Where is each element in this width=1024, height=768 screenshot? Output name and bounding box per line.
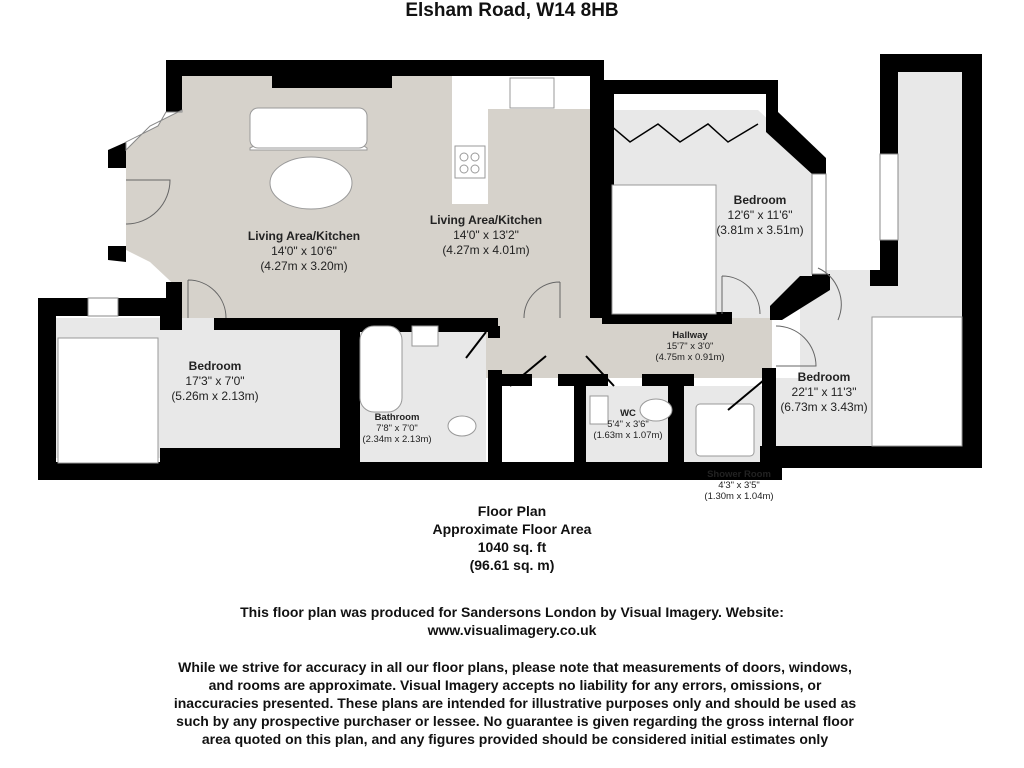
sofa-base <box>250 108 367 148</box>
bath <box>360 326 402 412</box>
room-name: WC <box>620 408 636 419</box>
room-dim-imperial: 4'3" x 3'5" <box>718 480 760 491</box>
bathroom-basin <box>412 326 438 346</box>
room-dim-metric: (6.73m x 3.43m) <box>780 400 868 414</box>
disclaimer: While we strive for accuracy in all our floor plans, please note that measurements of doors, windows, and rooms are approximate. Visual Imagery accepts no liability for any errors, omissions, or inaccuracies presented. These plans are intended for illustrative purposes only and should be used as such by any prospective purchaser or lessee. No guarantee is given regarding the gross internal floor area quoted on this plan, and any figures provided should be considered initial estimates only <box>173 659 857 747</box>
room-label-bathroom <box>355 412 439 445</box>
store-cupboard <box>506 386 574 462</box>
dining-table <box>270 157 352 209</box>
room-dim-metric: (1.63m x 1.07m) <box>593 430 663 441</box>
room-name: Shower Room <box>707 469 771 480</box>
room-dim-imperial: 7'8" x 7'0" <box>376 423 418 434</box>
credit-text: This floor plan was produced for Sandersons London by Visual Imagery. Website: <box>240 604 784 620</box>
room-dim-imperial: 5'4" x 3'6" <box>607 419 649 430</box>
room-name: Bathroom <box>374 412 420 423</box>
room-label-bedroom-1 <box>698 193 822 238</box>
room-name: Living Area/Kitchen <box>429 213 543 227</box>
shower-tray <box>696 404 754 456</box>
room-name: Hallway <box>672 330 708 341</box>
room-name: Bedroom <box>188 359 242 373</box>
room-dim-imperial: 12'6" x 11'6" <box>727 208 793 222</box>
room-dim-metric: (4.27m x 4.01m) <box>442 243 530 257</box>
room-label-wc <box>588 408 668 441</box>
bathroom-toilet <box>448 416 476 436</box>
website-link[interactable]: www.visualimagery.co.uk <box>427 622 597 638</box>
hob <box>455 146 485 178</box>
room-dim-imperial: 14'0" x 10'6" <box>271 244 337 258</box>
page-title: Elsham Road, W14 8HB <box>405 0 619 21</box>
room-name: Living Area/Kitchen <box>247 229 361 243</box>
room-label-bedroom-2 <box>160 359 270 404</box>
room-dim-imperial: 22'1" x 11'3" <box>791 385 857 399</box>
room-label-hallway <box>648 330 732 363</box>
room-dim-metric: (5.26m x 2.13m) <box>171 389 259 403</box>
kitchen-island <box>452 76 488 204</box>
summary-heading: Floor Plan <box>477 503 547 519</box>
summary-sqft: 1040 sq. ft <box>477 539 547 555</box>
room-label-living-area-1 <box>224 229 384 274</box>
summary-label: Approximate Floor Area <box>432 521 592 537</box>
floor-area-summary <box>0 502 1024 574</box>
room-name: Bedroom <box>797 370 851 384</box>
room-dim-metric: (3.81m x 3.51m) <box>716 223 804 237</box>
room-dim-imperial: 17'3" x 7'0" <box>185 374 245 388</box>
sink <box>510 78 554 108</box>
room-label-shower-room <box>694 469 784 502</box>
bed-2 <box>58 338 158 463</box>
room-label-living-area-2 <box>406 213 566 258</box>
room-dim-imperial: 15'7" x 3'0" <box>666 341 714 352</box>
bed-3 <box>872 317 962 446</box>
room-dim-metric: (1.30m x 1.04m) <box>704 491 774 502</box>
room-dim-metric: (2.34m x 2.13m) <box>362 434 432 445</box>
room-dim-metric: (4.27m x 3.20m) <box>260 259 348 273</box>
room-dim-metric: (4.75m x 0.91m) <box>655 352 725 363</box>
room-name: Bedroom <box>733 193 787 207</box>
producer-credit <box>0 603 1024 639</box>
room-label-bedroom-3 <box>774 370 874 415</box>
room-dim-imperial: 14'0" x 13'2" <box>453 228 519 242</box>
summary-sqm: (96.61 sq. m) <box>469 557 555 573</box>
